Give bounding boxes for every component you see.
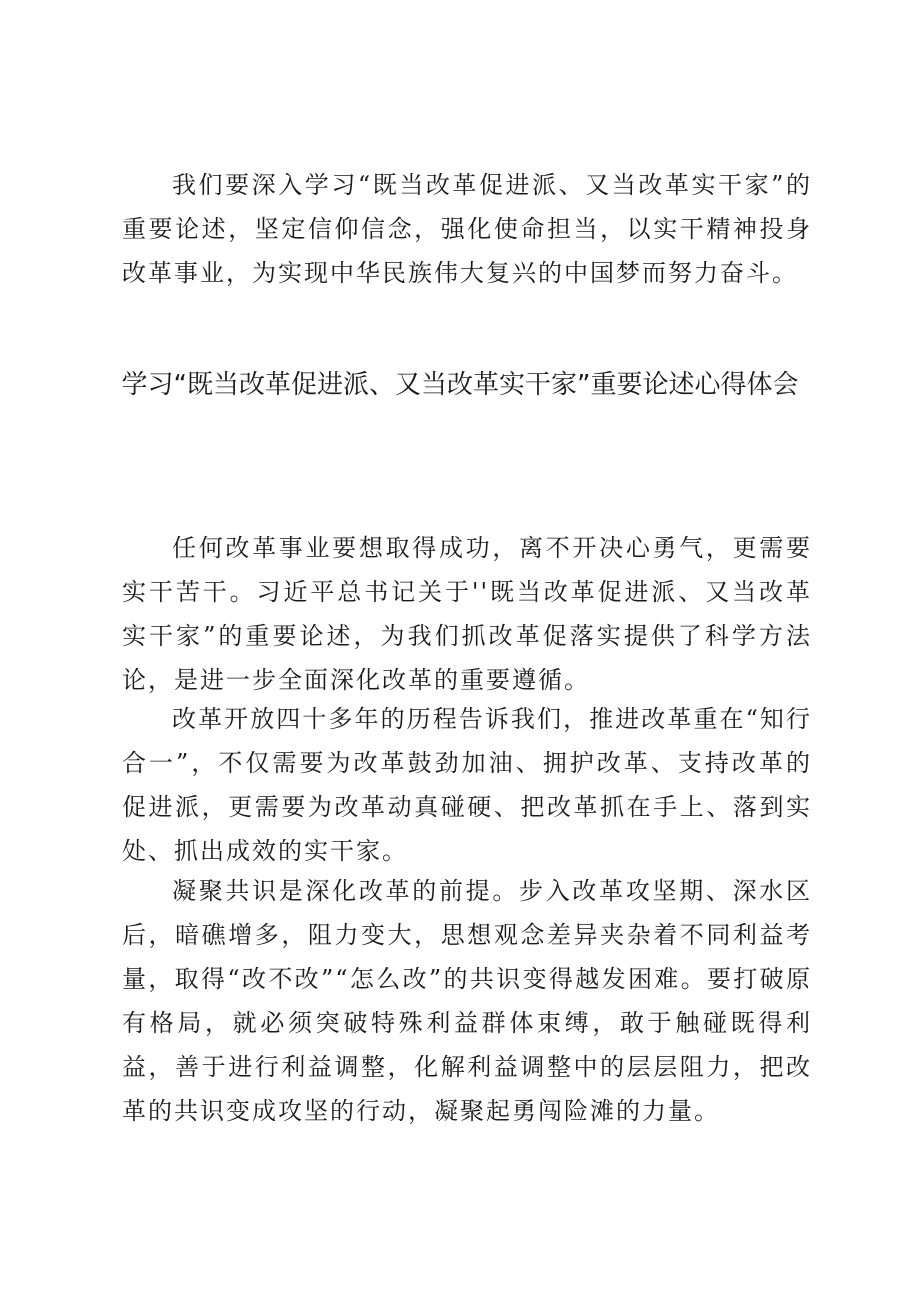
document-heading: 学习“既当改革促进派、又当改革实干家”重要论述心得体会 bbox=[121, 370, 799, 400]
body-paragraph-1: 任何改革事业要想取得成功，离不开决心勇气，更需要实干苦干。习近平总书记关于''既当改革促进派、又当改革实干家”的重要论述，为我们抓改革促落实提供了科学方法论，是进一步全面深化改革的重要遵循。 bbox=[122, 534, 812, 694]
body-paragraph-3: 凝聚共识是深化改革的前提。步入改革攻坚期、深水区后，暗礁增多，阻力变大，思想观念差异夹杂着不同利益考量，取得“改不改”“怎么改”的共识变得越发困难。要打破原有格局，就必须突破特殊利益群体束缚，敢于触碰既得利益，善于进行利益调整，化解利益调整中的层层阻力，把改革的共识变成攻坚的行动，凝聚起勇闯险滩的力量。 bbox=[122, 877, 812, 1125]
intro-paragraph: 我们要深入学习“既当改革促进派、又当改革实干家”的重要论述，坚定信仰信念，强化使命担当，以实干精神投身改革事业，为实现中华民族伟大复兴的中国梦而努力奋斗。 bbox=[122, 171, 812, 287]
body-paragraph-2: 改革开放四十多年的历程告诉我们，推进改革重在“知行合一”，不仅需要为改革鼓劲加油、拥护改革、支持改革的促进派，更需要为改革动真碰硬、把改革抓在手上、落到实处、抓出成效的实干家。 bbox=[122, 705, 812, 865]
